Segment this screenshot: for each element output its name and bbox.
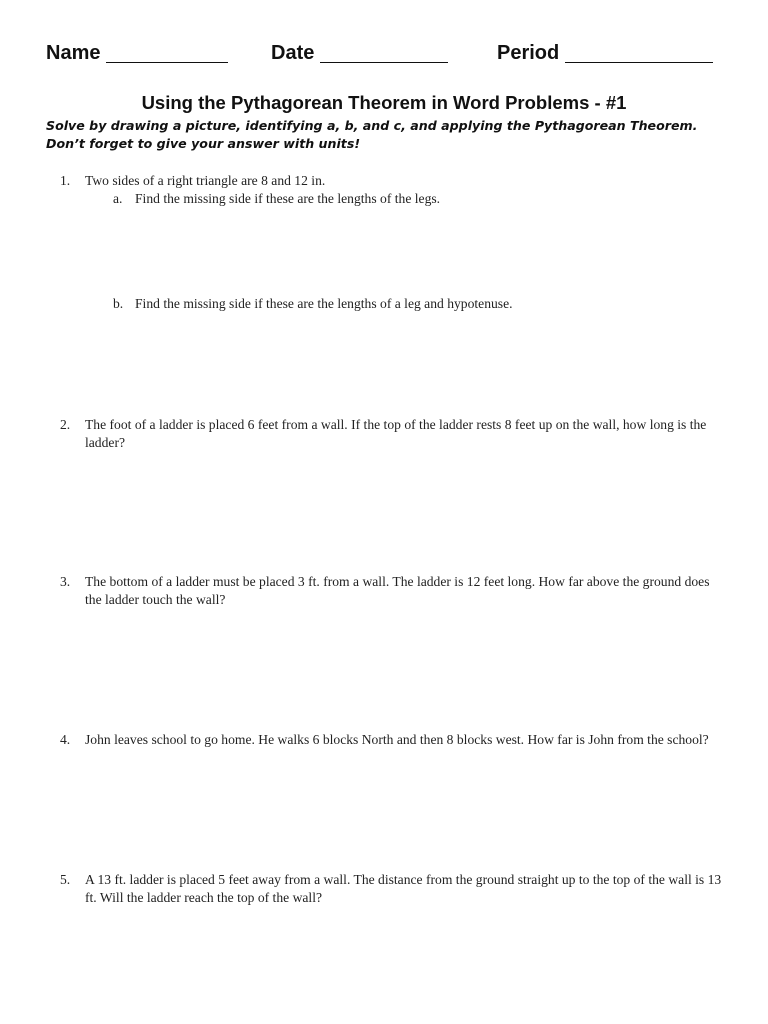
name-blank-line[interactable] (106, 42, 228, 63)
problem-number: 1. (60, 173, 71, 188)
part-letter: b. (113, 296, 124, 311)
problem-text: The foot of a ladder is placed 6 feet from a wall. If the top of the ladder rests 8 feet up on the wall, how long is the ladder? (85, 417, 707, 450)
problem-number: 3. (60, 574, 71, 589)
problem-text: John leaves school to go home. He walks 6 blocks North and then 8 blocks west. How far is John from the school? (85, 732, 709, 747)
period-field[interactable] (497, 42, 713, 65)
name-field[interactable] (46, 42, 228, 65)
worksheet-title: Using the Pythagorean Theorem in Word Problems - #1 (141, 92, 627, 113)
problem-4 (60, 731, 728, 749)
problem-1-part-a (113, 190, 713, 208)
date-blank-line[interactable] (320, 42, 448, 63)
problem-text: Two sides of a right triangle are 8 and 12 in. (85, 173, 326, 188)
problem-number: 5. (60, 872, 71, 887)
date-field[interactable] (271, 42, 448, 65)
problem-3 (60, 573, 728, 609)
part-text: Find the missing side if these are the lengths of the legs. (135, 191, 441, 206)
instructions: Solve by drawing a picture, identifying a, b, and c, and applying the Pythagorean Theorem. Don’t forget to give your answer with units! (46, 118, 698, 151)
part-letter: a. (113, 191, 123, 206)
problem-text: A 13 ft. ladder is placed 5 feet away from a wall. The distance from the ground straight up to the top of the wall is 13 ft. Will the ladder reach the top of the wall? (85, 872, 722, 905)
name-label: Name (46, 42, 101, 64)
problem-2 (60, 416, 728, 452)
period-blank-line[interactable] (565, 42, 713, 63)
period-label: Period (497, 42, 560, 64)
problem-text: The bottom of a ladder must be placed 3 ft. from a wall. The ladder is 12 feet long. How far above the ground does the ladder touch the wall? (85, 574, 710, 607)
part-text: Find the missing side if these are the lengths of a leg and hypotenuse. (135, 296, 513, 311)
problem-number: 2. (60, 417, 71, 432)
date-label: Date (271, 42, 315, 64)
problem-5 (60, 871, 728, 907)
problem-1-part-b (113, 295, 713, 313)
problem-number: 4. (60, 732, 71, 747)
problem-1 (60, 172, 728, 190)
